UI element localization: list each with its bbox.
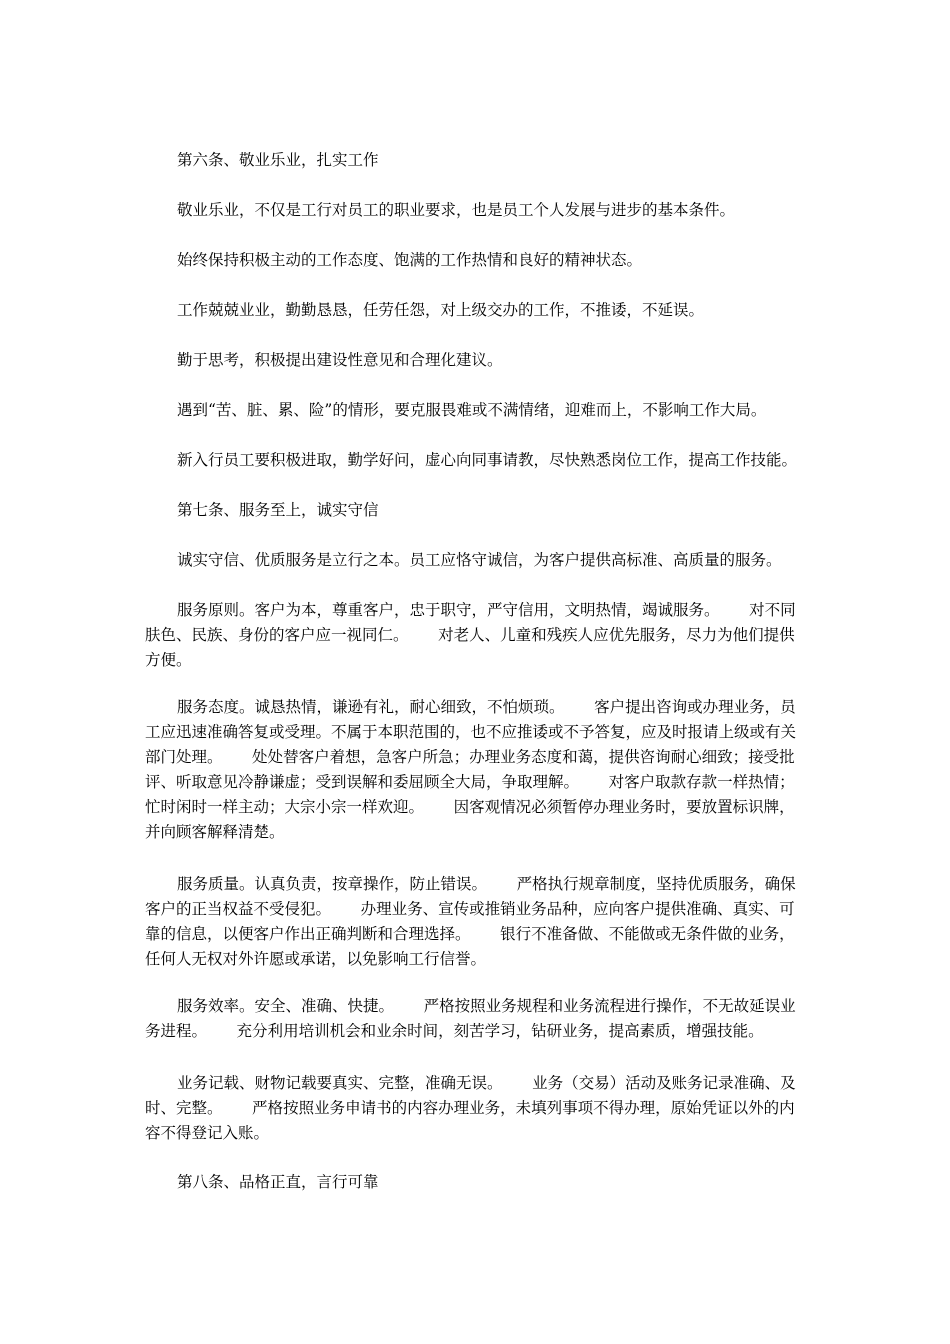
article-8-heading: 第八条、品格正直，言行可靠 [177, 1173, 379, 1191]
paragraph-service-principles: 服务原则。客户为本，尊重客户，忠于职守，严守信用，文明热情，竭诚服务。 对不同肤色、民族、身份的客户应一视同仁。 对老人、儿童和残疾人应优先服务，尽力为他们提供方便。 [145, 601, 796, 669]
paragraph: 勤于思考，积极提出建设性意见和合理化建议。 [177, 351, 503, 369]
paragraph-service-attitude: 服务态度。诚恳热情，谦逊有礼，耐心细致，不怕烦琐。 客户提出咨询或办理业务，员工应迅速准确答复或受理。不属于本职范围的，也不应推诿或不予答复，应及时报请上级或有关部门处理。 处处替客户着想，急客户所急；办理业务态度和蔼，提供咨询耐心细致；接受批评、听取意见冷静谦虚；受到误解和委屈顾全大局，争取理解。 对客户取款存款一样热情；忙时闲时一样主动；大宗小宗一样欢迎。 因客观情况必须暂停办理业务时，要放置标识牌，并向顾客解释清楚。 [145, 698, 797, 841]
paragraph: 新入行员工要积极进取，勤学好问，虚心向同事请教，尽快熟悉岗位工作，提高工作技能。 [177, 451, 798, 469]
article-6-heading: 第六条、敬业乐业，扎实工作 [177, 151, 379, 169]
paragraph: 敬业乐业，不仅是工行对员工的职业要求，也是员工个人发展与进步的基本条件。 [177, 201, 736, 219]
paragraph: 始终保持积极主动的工作态度、饱满的工作热情和良好的精神状态。 [177, 251, 643, 269]
paragraph-service-efficiency: 服务效率。安全、准确、快捷。 严格按照业务规程和业务流程进行操作，不无故延误业务进程。 充分利用培训机会和业余时间，刻苦学习，钻研业务，提高素质，增强技能。 [145, 997, 796, 1040]
paragraph-records: 业务记载、财物记载要真实、完整，准确无误。 业务（交易）活动及账务记录准确、及时、完整。 严格按照业务申请书的内容办理业务，未填列事项不得办理，原始凭证以外的内容不得登记入账。 [145, 1074, 796, 1142]
paragraph-service-quality: 服务质量。认真负责，按章操作，防止错误。 严格执行规章制度，坚持优质服务，确保客户的正当权益不受侵犯。 办理业务、宣传或推销业务品种，应向客户提供准确、真实、可靠的信息，以便客户作出正确判断和合理选择。 银行不准备做、不能做或无条件做的业务，任何人无权对外许愿或承诺，以免影响工行信誉。 [145, 875, 796, 968]
article-7-heading: 第七条、服务至上，诚实守信 [177, 501, 379, 519]
paragraph: 工作兢兢业业，勤勤恳恳，任劳任怨，对上级交办的工作，不推诿，不延误。 [177, 301, 705, 319]
paragraph: 遇到“苦、脏、累、险”的情形，要克服畏难或不满情绪，迎难而上，不影响工作大局。 [177, 401, 767, 419]
paragraph: 诚实守信、优质服务是立行之本。员工应恪守诚信，为客户提供高标准、高质量的服务。 [177, 551, 782, 569]
